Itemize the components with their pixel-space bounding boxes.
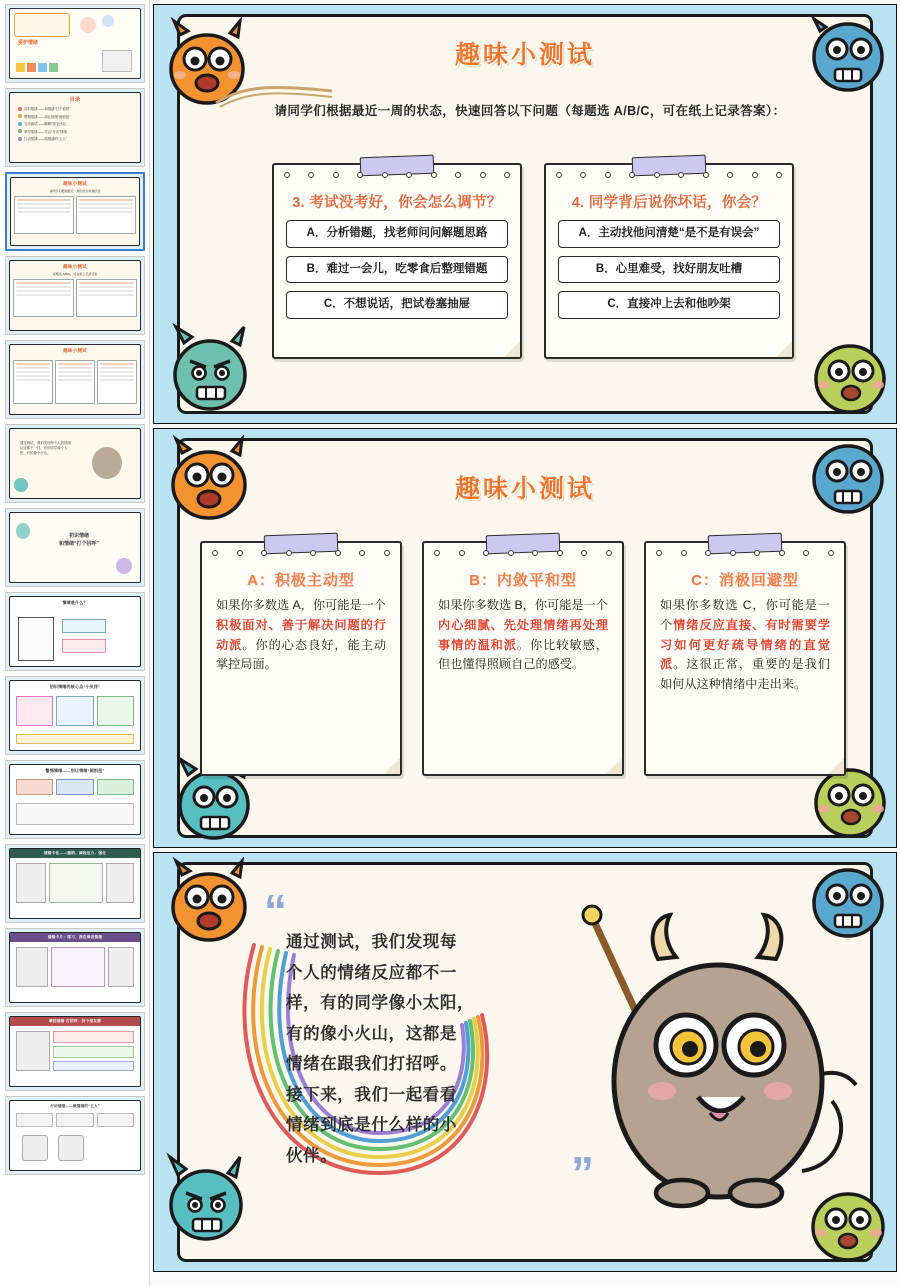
result-body (438, 596, 608, 675)
folded-corner-icon (828, 758, 844, 774)
monster-green-icon (802, 329, 894, 421)
slide-thumbnail-3[interactable]: 趣味小测试 请同学们根据最近一周的状态快速回答 (5, 172, 145, 251)
option-c[interactable]: C．直接冲上去和他吵架 (558, 291, 780, 319)
quiz-slide-results[interactable] (153, 428, 897, 848)
result-card-b[interactable] (422, 541, 624, 776)
slide-thumbnail-7[interactable] (5, 508, 145, 587)
result-body (216, 596, 386, 675)
slide-thumbnail-2[interactable]: 目录 初识情绪——和情绪“打个招呼” 警惕情绪——别让情绪“闹别扭” 互动测试——聊聊“我”此刻心 掌控情绪——学会“对话”情绪 行动情绪——做情绪的“主人” (5, 88, 145, 167)
question-cards (272, 163, 794, 359)
option-b[interactable]: B．心里难受，找好朋友吐槽 (558, 256, 780, 284)
monster-brown-icon (550, 887, 880, 1247)
result-body-pre: 如果你多数选 A，你可能是一个 (216, 598, 386, 612)
quote-line: 有的像小火山，这都是 (286, 1024, 457, 1043)
result-card-c[interactable] (644, 541, 846, 776)
quote-text (264, 927, 594, 1171)
thumb-title-7: 初识情绪 和情绪“打个招呼” (58, 533, 99, 547)
quote-line: 伙伴。 (286, 1146, 338, 1165)
thumb-title-2: 目录 (69, 97, 81, 103)
option-a[interactable]: A．主动找他问清楚“是不是有误会” (558, 220, 780, 248)
result-body-post: 。你的心态良好，能主动掌控局面。 (216, 637, 387, 672)
quote-line: 样，有的同学像小太阳， (286, 994, 475, 1013)
quote-line: 通过测试，我们发现每 (286, 933, 457, 952)
result-card-a[interactable] (200, 541, 402, 776)
slide-thumbnail-panel[interactable] (0, 0, 150, 1286)
result-body-highlight: 情绪反应直接、有时需要学习如何更好疏导情绪的直觉派 (660, 617, 831, 672)
slide-thumbnail-13[interactable] (5, 1012, 145, 1091)
result-body-pre: 如果你多数选 C，你可能是一个 (660, 598, 830, 632)
quiz-slide-questions[interactable] (153, 4, 897, 424)
option-b[interactable]: B．难过一会儿，吃零食后整理错题 (286, 256, 508, 284)
slide-thumbnail-5[interactable] (5, 340, 145, 419)
slide-stage (150, 0, 900, 1286)
thumb-title-12: 情绪卡片：练习、我在谁说情绪 (10, 933, 140, 942)
result-label: A：积极主动型 (247, 572, 355, 589)
slide-title: 趣味小测试 (454, 475, 595, 503)
folded-corner-icon (384, 758, 400, 774)
result-body-highlight: 积极面对、善于解决问题的行动派 (216, 617, 386, 652)
quote-close-icon: ” (571, 1147, 594, 1200)
thumb-quote-6: 通过测试，我们发现每个人的情绪反应都不一样，有的同学像小太阳，有的像小火山。 (20, 441, 71, 456)
thumb-title-1: 爱护情绪 (18, 40, 39, 46)
slide-thumbnail-6[interactable] (5, 424, 145, 503)
question-text: 4. 同学背后说你坏话，你会？ (571, 195, 767, 211)
result-label: B：内敛平和型 (469, 572, 577, 589)
spiral-rings-icon (656, 550, 834, 557)
question-card-4[interactable] (544, 163, 794, 359)
slide-title: 趣味小测试 (454, 41, 595, 69)
spiral-rings-icon (212, 550, 390, 557)
slide-thumbnail-4[interactable]: 趣味小测试 每题选 A/B/C，可在纸上记录答案 (5, 256, 145, 335)
result-body-pre: 如果你多数选 B，你可能是一个 (438, 598, 608, 612)
thumb-title-14: 行动情绪——做情绪的“主人” (50, 1104, 100, 1108)
quote-line: 情绪在跟我们打招呼。 (286, 1055, 457, 1074)
result-body-highlight: 内心细腻、先处理情绪再处理事情的温和派 (438, 617, 608, 652)
option-c[interactable]: C．不想说话，把试卷塞抽屉 (286, 291, 508, 319)
slide-thumbnail-11[interactable] (5, 844, 145, 923)
thumb-title-13: 掌控情绪·打招呼：找个朋友聊 (10, 1017, 140, 1026)
spiral-rings-icon (434, 550, 612, 557)
slide-thumbnail-8[interactable] (5, 592, 145, 671)
thumb-title-11: 情绪卡住——接纳、减轻压力、强化 (10, 849, 140, 858)
result-label: C：消极回避型 (691, 572, 799, 589)
folded-corner-icon (504, 341, 520, 357)
slide-thumbnail-9[interactable] (5, 676, 145, 755)
folded-corner-icon (776, 341, 792, 357)
thumb-title-8: 情绪是什么？ (62, 600, 88, 605)
slide-thumbnail-1[interactable] (5, 4, 145, 83)
quote-line: 情绪到底是什么样的小 (286, 1116, 457, 1135)
slide-thumbnail-10[interactable] (5, 760, 145, 839)
slide-thumbnail-14[interactable] (5, 1096, 145, 1175)
result-body-post: 。你比较敏感，但也懂得照顾自己的感受。 (438, 637, 608, 672)
spiral-rings-icon (284, 172, 510, 179)
spiral-rings-icon (556, 172, 782, 179)
quote-slide[interactable] (153, 852, 897, 1272)
quote-line: 接下来，我们一起看看 (286, 1085, 457, 1104)
option-a[interactable]: A．分析错题，找老师问问解题思路 (286, 220, 508, 248)
thumb-title-4: 趣味小测试 (63, 264, 87, 269)
quote-open-icon: “ (264, 885, 287, 937)
slide-thumbnail-12[interactable] (5, 928, 145, 1007)
question-card-3[interactable] (272, 163, 522, 359)
result-cards (200, 541, 846, 776)
result-body (660, 596, 830, 695)
folded-corner-icon (606, 758, 622, 774)
thumb-title-9: 初识情绪的核心点“小伙伴” (49, 684, 101, 689)
quote-block (264, 885, 594, 1200)
result-body-post: 。这很正常，重要的是我们如何从这种情绪中走出来。 (660, 657, 831, 692)
question-text: 3. 考试没考好，你会怎么调节？ (292, 195, 502, 211)
thumb-title-3: 趣味小测试 (63, 181, 87, 186)
quote-line: 个人的情绪反应都不一 (286, 963, 457, 982)
thumb-title-10: 警惕情绪——别让情绪“闹别扭” (45, 768, 105, 773)
monster-teal-icon (158, 1149, 254, 1245)
slide-subtitle: 请同学们根据最近一周的状态，快速回答以下问题（每题选 A/B/C，可在纸上记录答案）： (274, 104, 786, 118)
monster-green-icon (164, 319, 256, 415)
monster-orange-icon (162, 857, 258, 949)
thumb-title-5: 趣味小测试 (63, 348, 87, 353)
